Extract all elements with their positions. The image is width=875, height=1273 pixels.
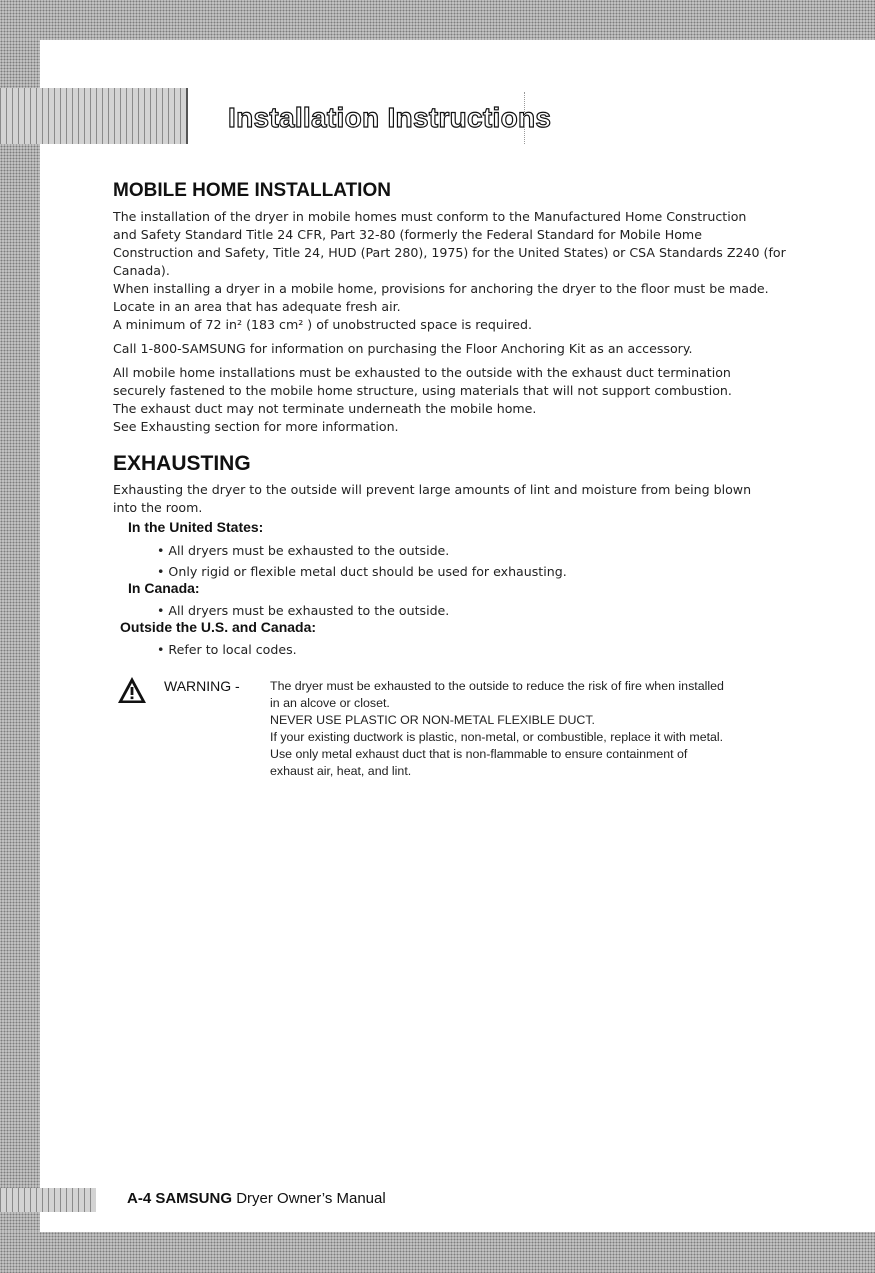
manual-title: Dryer Owner’s Manual [236, 1190, 386, 1207]
paragraph-line: Construction and Safety, Title 24, HUD (Part 280), 1975) for the United States) or CSA Standards Z240 (for [113, 245, 786, 260]
paragraph-line: All mobile home installations must be exhausted to the outside with the exhaust duct termination [113, 365, 731, 380]
section-heading-exhausting: EXHAUSTING [113, 452, 251, 475]
section-heading-mobile-home: MOBILE HOME INSTALLATION [113, 180, 391, 201]
page-frame-top [0, 0, 875, 40]
footer-tab-graphic [0, 1188, 96, 1212]
warning-text [270, 678, 780, 780]
paragraph-line: Call 1-800-SAMSUNG for information on purchasing the Floor Anchoring Kit as an accessory. [113, 341, 693, 356]
subheading-united-states: In the United States: [128, 519, 264, 535]
paragraph-line: securely fastened to the mobile home structure, using materials that will not support combustion. [113, 383, 732, 398]
page-number: A-4 [127, 1190, 152, 1207]
paragraph-line: and Safety Standard Title 24 CFR, Part 32-80 (formerly the Federal Standard for Mobile Home [113, 227, 702, 242]
paragraph-line: When installing a dryer in a mobile home, provisions for anchoring the dryer to the floor must be made. [113, 281, 769, 296]
warning-triangle-icon [117, 676, 147, 704]
page-frame-left [0, 40, 40, 1232]
mobile-home-body [113, 208, 793, 436]
bullet-item: • All dryers must be exhausted to the outside. [157, 543, 450, 558]
bullet-item: • Refer to local codes. [157, 642, 297, 657]
header-divider [524, 92, 526, 144]
warning-label: WARNING - [164, 678, 240, 694]
paragraph-line: See Exhausting section for more information. [113, 419, 399, 434]
exhausting-intro [113, 481, 793, 517]
paragraph-line: Canada). [113, 263, 170, 278]
page-title: Installation Instructions [228, 102, 552, 133]
paragraph-line: Exhausting the dryer to the outside will prevent large amounts of lint and moisture from being blown [113, 482, 752, 497]
warning-line: exhaust air, heat, and lint. [270, 764, 412, 778]
paragraph-line: The exhaust duct may not terminate underneath the mobile home. [113, 401, 537, 416]
paragraph-line: The installation of the dryer in mobile homes must conform to the Manufactured Home Construction [113, 209, 747, 224]
warning-line: Use only metal exhaust duct that is non-flammable to ensure containment of [270, 747, 688, 761]
paragraph-line: Locate in an area that has adequate fresh air. [113, 299, 401, 314]
bullet-item: • Only rigid or flexible metal duct should be used for exhausting. [157, 564, 567, 579]
bullet-item: • All dryers must be exhausted to the outside. [157, 603, 450, 618]
warning-line: If your existing ductwork is plastic, non-metal, or combustible, replace it with metal. [270, 730, 724, 744]
paragraph-line: A minimum of 72 in² (183 cm² ) of unobstructed space is required. [113, 317, 533, 332]
subheading-canada: In Canada: [128, 580, 200, 596]
header-tab-graphic [0, 88, 188, 144]
page-footer [127, 1190, 386, 1207]
warning-line: NEVER USE PLASTIC OR NON-METAL FLEXIBLE DUCT. [270, 713, 595, 727]
brand-name: SAMSUNG [155, 1190, 233, 1207]
subheading-outside-us-canada: Outside the U.S. and Canada: [120, 619, 317, 635]
warning-line: in an alcove or closet. [270, 696, 390, 710]
warning-line: The dryer must be exhausted to the outside to reduce the risk of fire when installed [270, 679, 724, 693]
paragraph-line: into the room. [113, 500, 203, 515]
page-frame-bottom [0, 1232, 875, 1273]
